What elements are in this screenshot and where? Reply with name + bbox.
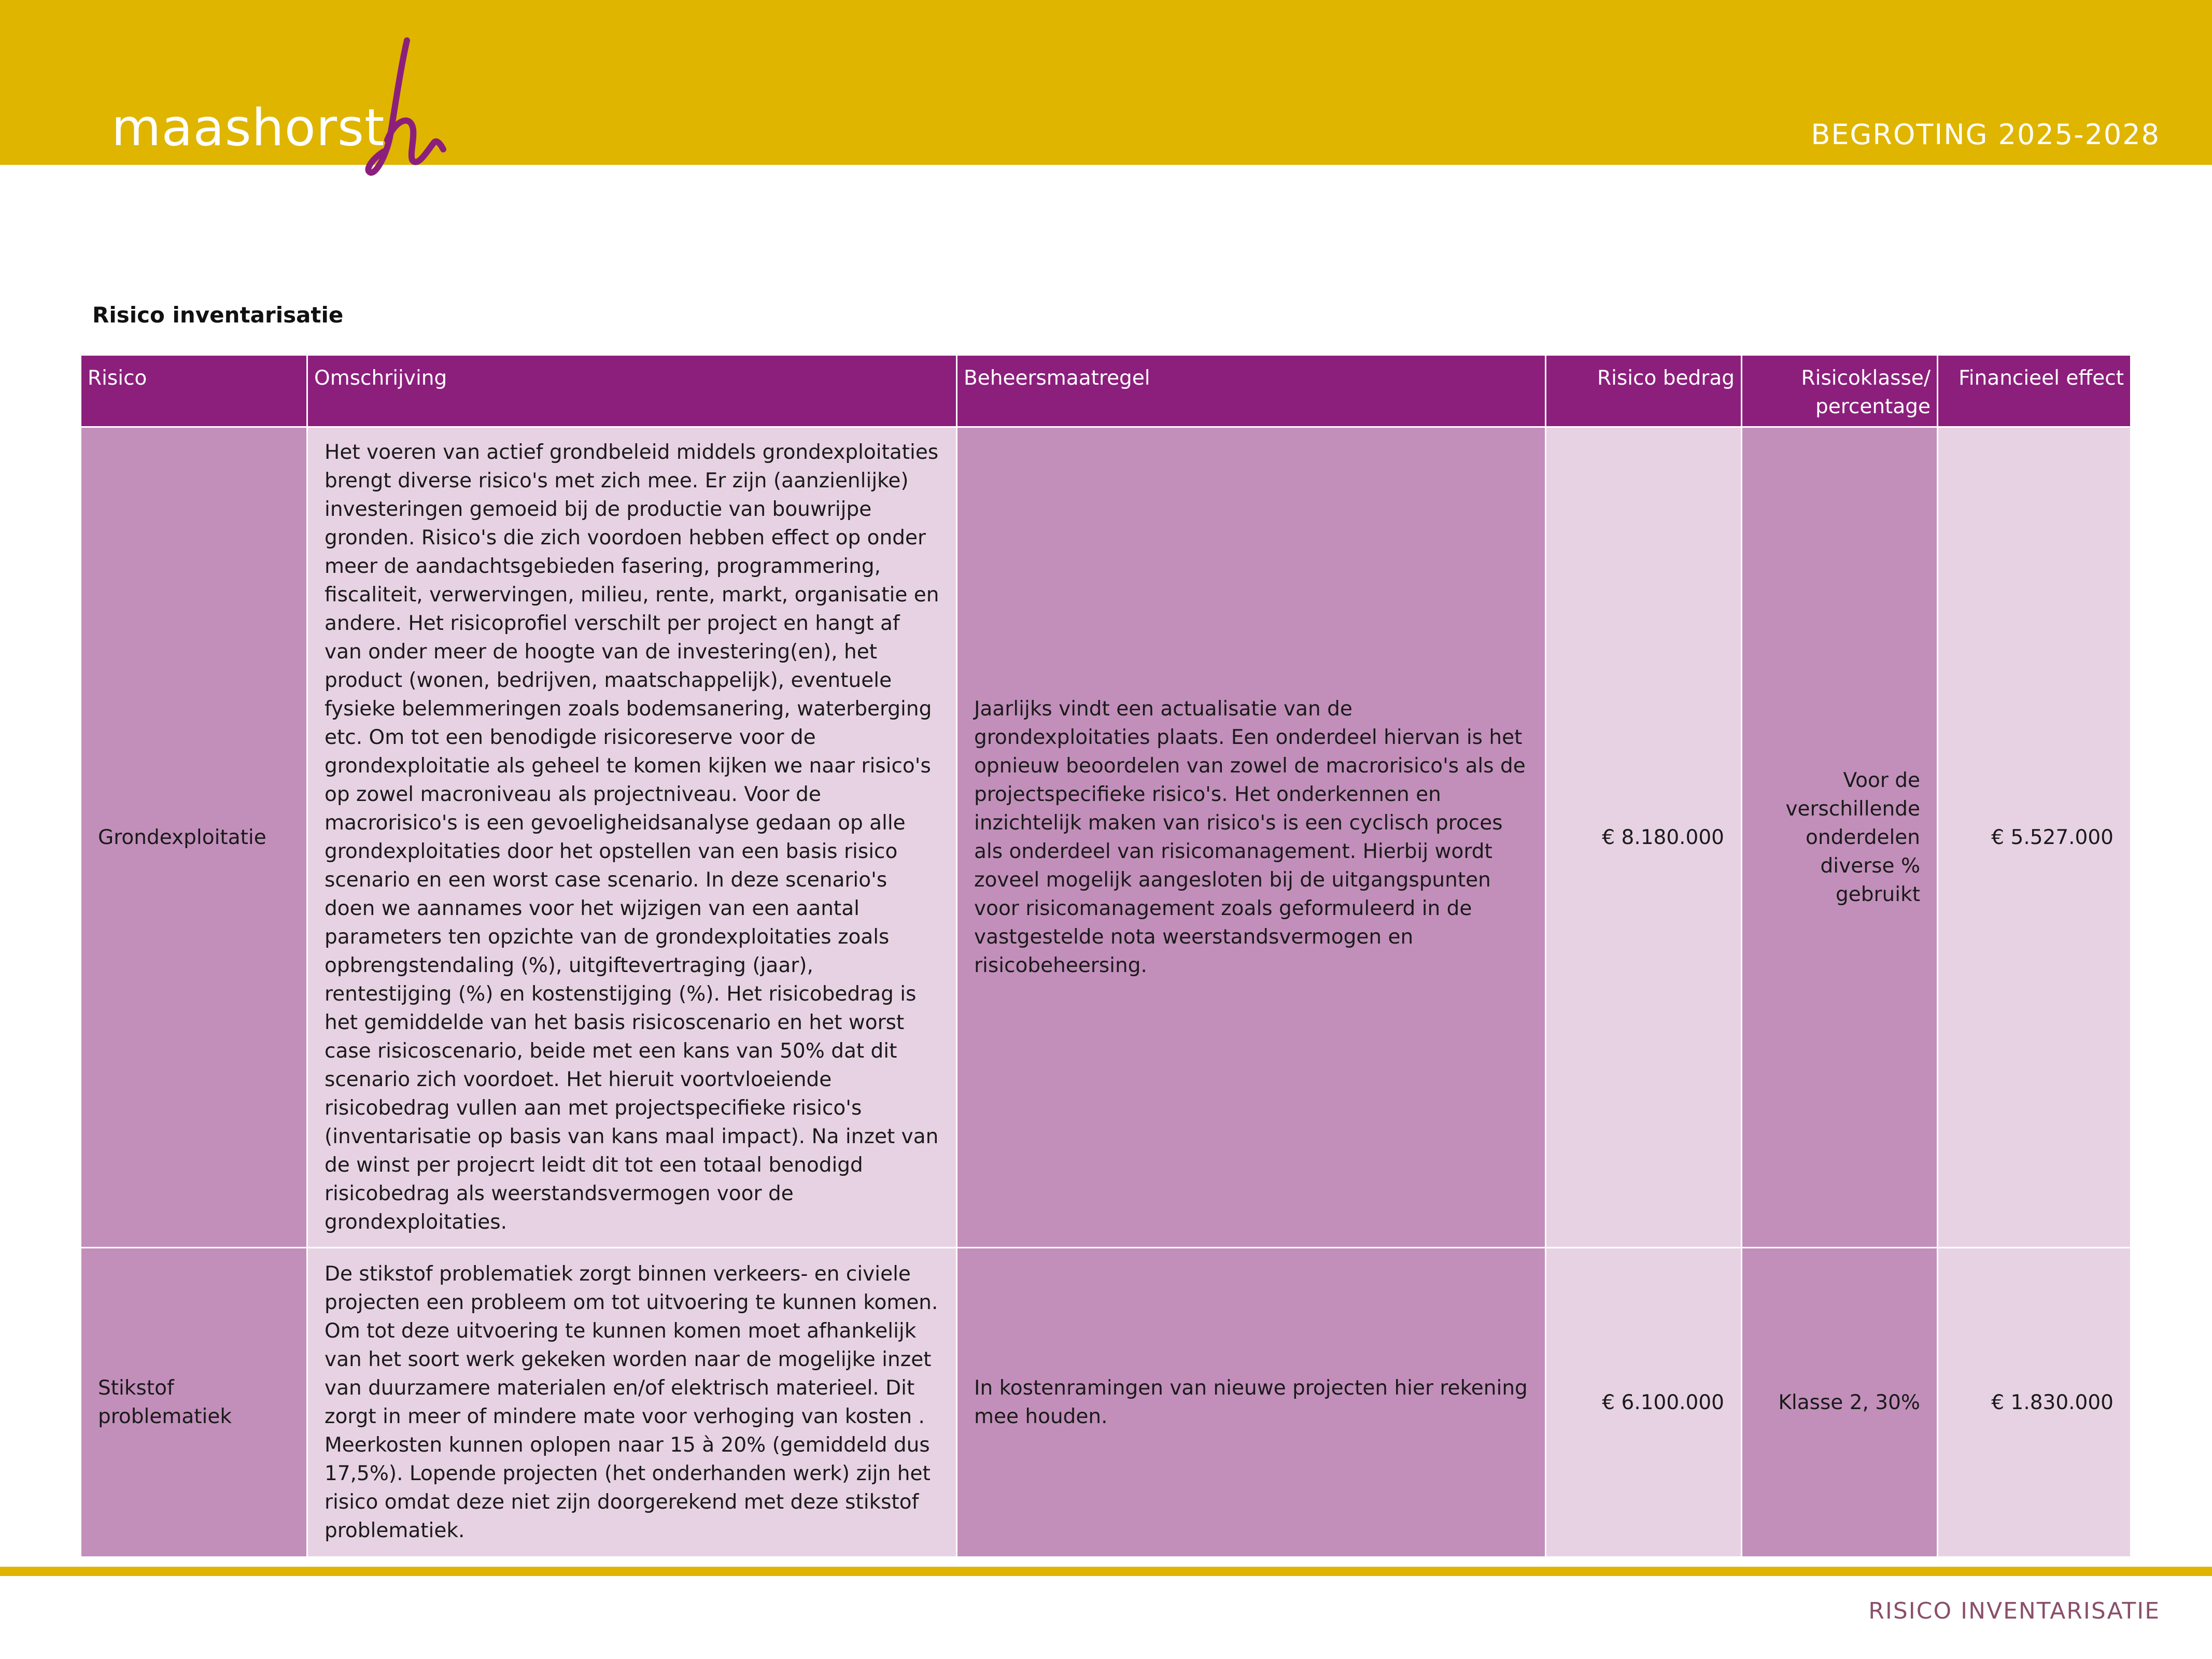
cell-risico: Grondexploitatie bbox=[81, 427, 307, 1248]
column-header-beheersmaatregel: Beheersmaatregel bbox=[957, 356, 1546, 427]
logo[interactable] bbox=[111, 36, 464, 187]
column-header-risicoklasse-line1: Risicoklasse/ bbox=[1801, 367, 1931, 390]
cell-risicoklasse: Klasse 2, 30% bbox=[1742, 1248, 1938, 1557]
cell-omschrijving: De stikstof problematiek zorgt binnen verkeers- en civiele projecten een probleem om tot uitvoering te kunnen komen. Om tot deze uitvoering te kunnen komen moet afhankelijk van het soort werk gekeken worden naar de mogelijke inzet van duurzamere materialen en/of elektrisch materieel. Dit zorgt in meer of mindere mate voor verhoging van kosten . Meerkosten kunnen oplopen naar 15 à 20% (gemiddeld dus 17,5%). Lopende projecten (het onderhanden werk) zijn het risico omdat deze niet zijn doorgerekend met deze stikstof problematiek. bbox=[307, 1248, 957, 1557]
footer-section-label: RISICO INVENTARISATIE bbox=[1868, 1598, 2160, 1624]
column-header-risicoklasse-line2: percentage bbox=[1815, 395, 1931, 418]
cell-risicoklasse: Voor de verschillende onderdelen diverse % gebruikt bbox=[1742, 427, 1938, 1248]
page-title: Risico inventarisatie bbox=[92, 302, 344, 328]
footer-divider bbox=[0, 1567, 2212, 1576]
cell-risico-bedrag: € 8.180.000 bbox=[1546, 427, 1742, 1248]
logo-mark-icon bbox=[355, 36, 464, 181]
cell-omschrijving: Het voeren van actief grondbeleid middels grondexploitaties brengt diverse risico's met zich mee. Er zijn (aanzienlijke) investeringen gemoeid bij de productie van bouwrijpe gronden. Risico's die zich voordoen hebben effect op onder meer de aandachtsgebieden fasering, programmering, fiscaliteit, verwervingen, milieu, rente, markt, organisatie en andere. Het risicoprofiel verschilt per project en hangt af van onder meer de hoogte van de investering(en), het product (wonen, bedrijven, maatschappelijk), eventuele fysieke belemmeringen zoals bodemsanering, waterberging etc. Om tot een benodigde risicoreserve voor de grondexploitatie als geheel te komen kijken we naar risico's op zowel macroniveau als projectniveau. Voor de macrorisico's is een gevoeligheidsanalyse gedaan op alle grondexploitaties door het opstellen van een basis risico scenario en een worst case scenario. In deze scenario's doen we aannames voor het wijzigen van een aantal parameters ten opzichte van de grondexploitaties zoals opbrengstendaling (%), uitgiftevertraging (jaar), rentestijging (%) en kostenstijging (%). Het risicobedrag is het gemiddelde van het basis risicoscenario en het worst case risicoscenario, beide met een kans van 50% dat dit scenario zich voordoet. Het hieruit voortvloeiende risicobedrag vullen aan met projectspecifieke risico's (inventarisatie op basis van kans maal impact). Na inzet van de winst per projecrt leidt dit tot een totaal benodigd risicobedrag als weerstandsvermogen voor de grondexploitaties. bbox=[307, 427, 957, 1248]
cell-risico: Stikstof problematiek bbox=[81, 1248, 307, 1557]
cell-beheersmaatregel: In kostenramingen van nieuwe projecten hier rekening mee houden. bbox=[957, 1248, 1546, 1557]
table-row bbox=[81, 427, 2131, 1248]
column-header-risicoklasse bbox=[1742, 356, 1938, 427]
document-title: BEGROTING 2025-2028 bbox=[1811, 118, 2160, 151]
column-header-financieel-effect: Financieel effect bbox=[1938, 356, 2131, 427]
column-header-risico: Risico bbox=[81, 356, 307, 427]
cell-risico-bedrag: € 6.100.000 bbox=[1546, 1248, 1742, 1557]
table-row bbox=[81, 1248, 2131, 1557]
cell-financieel-effect: € 1.830.000 bbox=[1938, 1248, 2131, 1557]
cell-financieel-effect: € 5.527.000 bbox=[1938, 427, 2131, 1248]
cell-beheersmaatregel: Jaarlijks vindt een actualisatie van de grondexploitaties plaats. Een onderdeel hiervan is het opnieuw beoordelen van zowel de macrorisico's als de projectspecifieke risico's. Het onderkennen en inzichtelijk maken van risico's is een cyclisch proces als onderdeel van risicomanagement. Hierbij wordt zoveel mogelijk aangesloten bij de uitgangspunten voor risicomanagement zoals geformuleerd in de vastgestelde nota weerstandsvermogen en risicobeheersing. bbox=[957, 427, 1546, 1248]
logo-wordmark: maashorst bbox=[111, 99, 385, 158]
column-header-risico-bedrag: Risico bedrag bbox=[1546, 356, 1742, 427]
risk-table bbox=[80, 356, 2132, 1558]
column-header-omschrijving: Omschrijving bbox=[307, 356, 957, 427]
table-header-row bbox=[81, 356, 2131, 427]
